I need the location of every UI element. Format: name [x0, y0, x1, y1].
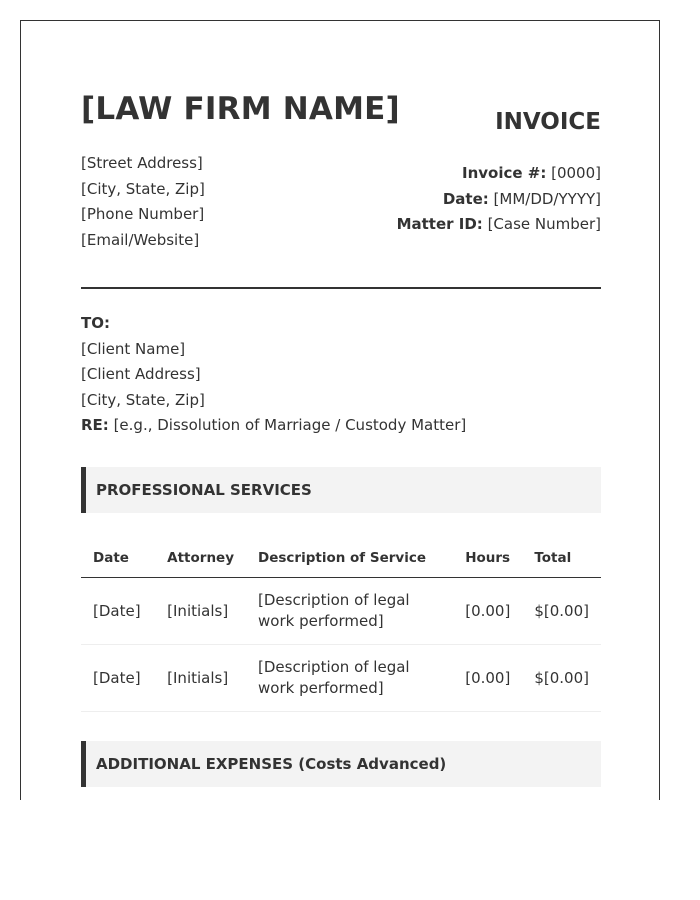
- cell-attorney: [Initials]: [155, 645, 246, 712]
- to-label-line: [81, 311, 466, 337]
- column-header-attorney: Attorney: [155, 539, 246, 578]
- cell-date: [Date]: [81, 645, 155, 712]
- city-state-zip: [City, State, Zip]: [81, 179, 205, 198]
- re-line: [81, 413, 466, 439]
- invoice-date-label: Date:: [442, 189, 489, 208]
- invoice-date-value: [MM/DD/YYYY]: [493, 189, 601, 208]
- cell-total: $[0.00]: [522, 578, 601, 645]
- matter-id-label: Matter ID:: [396, 215, 483, 234]
- services-table: [81, 539, 601, 712]
- cell-total: $[0.00]: [522, 645, 601, 712]
- table-row: [81, 645, 601, 712]
- re-value: [e.g., Dissolution of Marriage / Custody Matter]: [113, 416, 467, 435]
- matter-id-line: [397, 212, 601, 238]
- invoice-title: INVOICE: [495, 109, 601, 135]
- table-row: [81, 578, 601, 645]
- header-divider: [81, 287, 601, 289]
- additional-expenses-header: ADDITIONAL EXPENSES (Costs Advanced): [81, 741, 601, 787]
- cell-date: [Date]: [81, 578, 155, 645]
- services-table-header: [81, 539, 601, 578]
- invoice-number-line: [397, 161, 601, 187]
- phone-number: [Phone Number]: [81, 205, 205, 224]
- firm-name: [LAW FIRM NAME]: [81, 91, 400, 127]
- cell-description: [Description of legal work performed]: [246, 578, 453, 645]
- cell-attorney: [Initials]: [155, 578, 246, 645]
- firm-address: [81, 151, 205, 253]
- invoice-number-label: Invoice #:: [461, 164, 547, 182]
- invoice-number-value: [0000]: [551, 164, 601, 182]
- cell-hours: [0.00]: [453, 645, 522, 712]
- bill-to: [81, 311, 466, 439]
- invoice-meta: [397, 161, 601, 238]
- column-header-hours: Hours: [453, 539, 522, 578]
- cell-hours: [0.00]: [453, 578, 522, 645]
- matter-id-value: [Case Number]: [487, 215, 601, 234]
- column-header-description: Description of Service: [246, 539, 453, 578]
- client-address: [Client Address]: [81, 365, 201, 384]
- client-name: [Client Name]: [81, 339, 186, 358]
- invoice-date-line: [397, 187, 601, 213]
- email-website: [Email/Website]: [81, 230, 200, 249]
- cell-description: [Description of legal work performed]: [246, 645, 453, 712]
- to-label: TO:: [81, 314, 110, 332]
- column-header-date: Date: [81, 539, 155, 578]
- column-header-total: Total: [522, 539, 601, 578]
- re-label: RE:: [81, 416, 109, 435]
- street-address: [Street Address]: [81, 154, 203, 172]
- client-city-state-zip: [City, State, Zip]: [81, 390, 205, 409]
- professional-services-header: PROFESSIONAL SERVICES: [81, 467, 601, 513]
- invoice-page: [20, 20, 660, 800]
